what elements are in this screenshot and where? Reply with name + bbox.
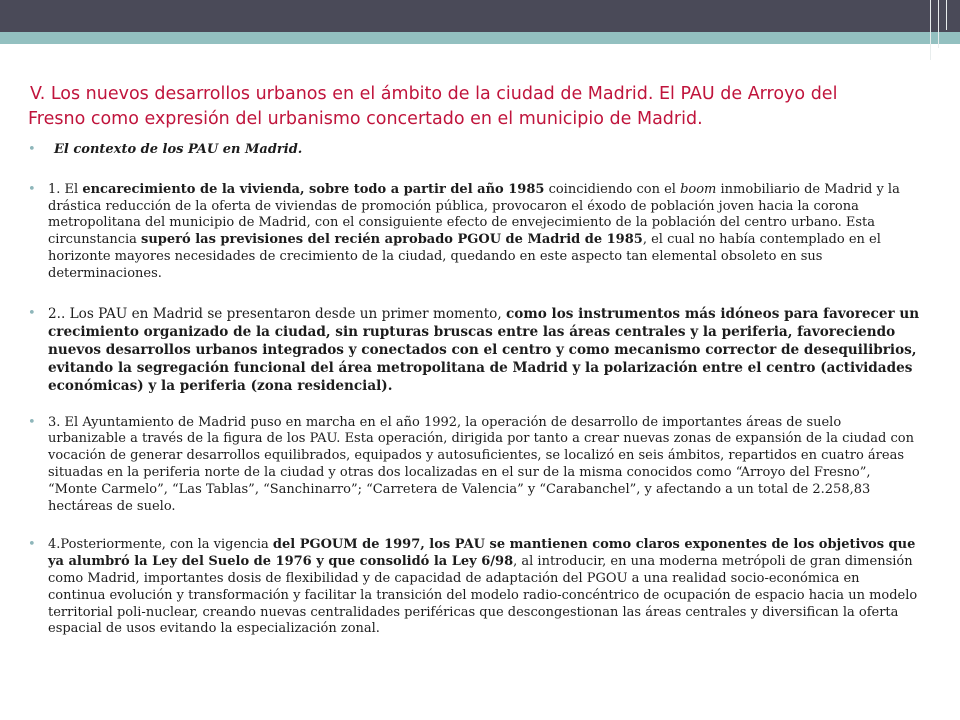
p4-bold-1: del PGOUM de 1997, los PAU se mantienen como claros exponentes de los objetivos que ya alumbró la Ley del Suelo de 1976 y que consolidó la Ley 6/98	[48, 537, 916, 570]
decorative-vertical-line-1	[930, 0, 931, 60]
top-dark-bar	[0, 0, 960, 32]
p1-text-2: coincidiendo con el	[544, 181, 681, 197]
p1-bold-1: encarecimiento de la vivienda, sobre todo a partir del año 1985	[82, 181, 545, 197]
p2-text-1: 2.. Los PAU en Madrid se presentaron desde un primer momento,	[48, 305, 506, 322]
p2-bold-1: como los instrumentos más idóneos para favorecer un crecimiento organizado de la ciudad, sin rupturas bruscas entre las áreas centrales y la periferia, favoreciendo nuevos desarrollos urbanos integrados y conectados con el centro y como mecanismo corrector de desequilibrios, evitando la segregación funcional del área metropolitana de Madrid y la polarización entre el centro (actividades económicas) y la periferia (zona residencial).	[48, 305, 920, 394]
p1-text-4: , el cual no había contemplado en el horizonte mayores necesidades de crecimiento de la ciudad, quedando en este aspecto tan elemental obsoleto en sus determinaciones.	[48, 232, 881, 281]
p4-text-1: 4.Posteriormente, con la vigencia	[48, 537, 273, 553]
decorative-white-line-3	[540, 58, 840, 59]
decorative-white-line-2	[460, 50, 890, 52]
bullet-marker: •	[28, 181, 36, 197]
decorative-vertical-line-2	[938, 0, 939, 48]
context-heading: El contexto de los PAU en Madrid.	[54, 142, 303, 157]
bullet-marker: •	[28, 414, 36, 430]
bullet-item-3	[28, 415, 920, 516]
p3-text: 3. El Ayuntamiento de Madrid puso en marcha en el año 1992, la operación de desarrollo de importantes áreas de suelo urbanizable a través de la figura de los PAU. Esta operación, dirigida por tanto a crear nuevas zonas de expansión de la ciudad con vocación de generar desarrollos equilibrados, equipados y autosuficientes, se localizó en seis ámbitos, repartidos en cuatro áreas situadas en la periferia norte de la ciudad y otras dos localizadas en el sur de la misma conocidos como “Arroyo del Fresno”, “Monte Carmelo”, “Las Tablas”, “Sanchinarro”; “Carretera de Valencia” y “Carabanchel”, y afectando a un total de 2.258,83 hectáreas de suelo.	[48, 414, 914, 514]
bullet-marker: •	[28, 537, 36, 553]
bullet-item-1	[28, 182, 920, 283]
p1-bold-2: superó las previsiones del recién aprobado PGOU de Madrid de 1985	[141, 232, 643, 248]
slide-title-line-2: Fresno como expresión del urbanismo concertado en el municipio de Madrid.	[28, 109, 703, 129]
decorative-white-line-1	[340, 44, 920, 46]
bullet-item-context	[28, 142, 920, 159]
bullet-item-4	[28, 537, 920, 638]
p1-text-1: 1. El	[48, 181, 83, 197]
slide-title-line-1: V. Los nuevos desarrollos urbanos en el ámbito de la ciudad de Madrid. El PAU de Arroyo del	[30, 84, 838, 104]
top-teal-band	[0, 32, 960, 44]
slide-title	[28, 82, 928, 132]
bullet-marker: •	[28, 305, 36, 321]
slide-content	[28, 142, 920, 638]
bullet-marker: •	[28, 142, 36, 157]
p1-italic-boom: boom	[680, 181, 717, 197]
decorative-vertical-line-3	[946, 0, 947, 30]
bullet-item-2	[28, 305, 920, 395]
p1-text-3: inmobiliario de Madrid y la drástica reducción de la oferta de viviendas de promoción pública, provocaron el éxodo de población joven hacia la corona metropolitana del municipio de Madrid, con el consiguiente efecto de envejecimiento de la población del centro urbano. Esta circunstancia	[48, 181, 900, 248]
p4-text-2: , al introducir, en una moderna metrópoli de gran dimensión como Madrid, importantes dosis de flexibilidad y de capacidad de adaptación del PGOU a una realidad socio-económica en continua evolución y transformación y facilitar la transición del modelo radio-concéntrico de ocupación de espacio hacia un modelo territorial poli-nuclear, creando nuevas centralidades periféricas que descongestionan las áreas centrales y diversifican la oferta espacial de usos evitando la especialización zonal.	[48, 554, 918, 637]
